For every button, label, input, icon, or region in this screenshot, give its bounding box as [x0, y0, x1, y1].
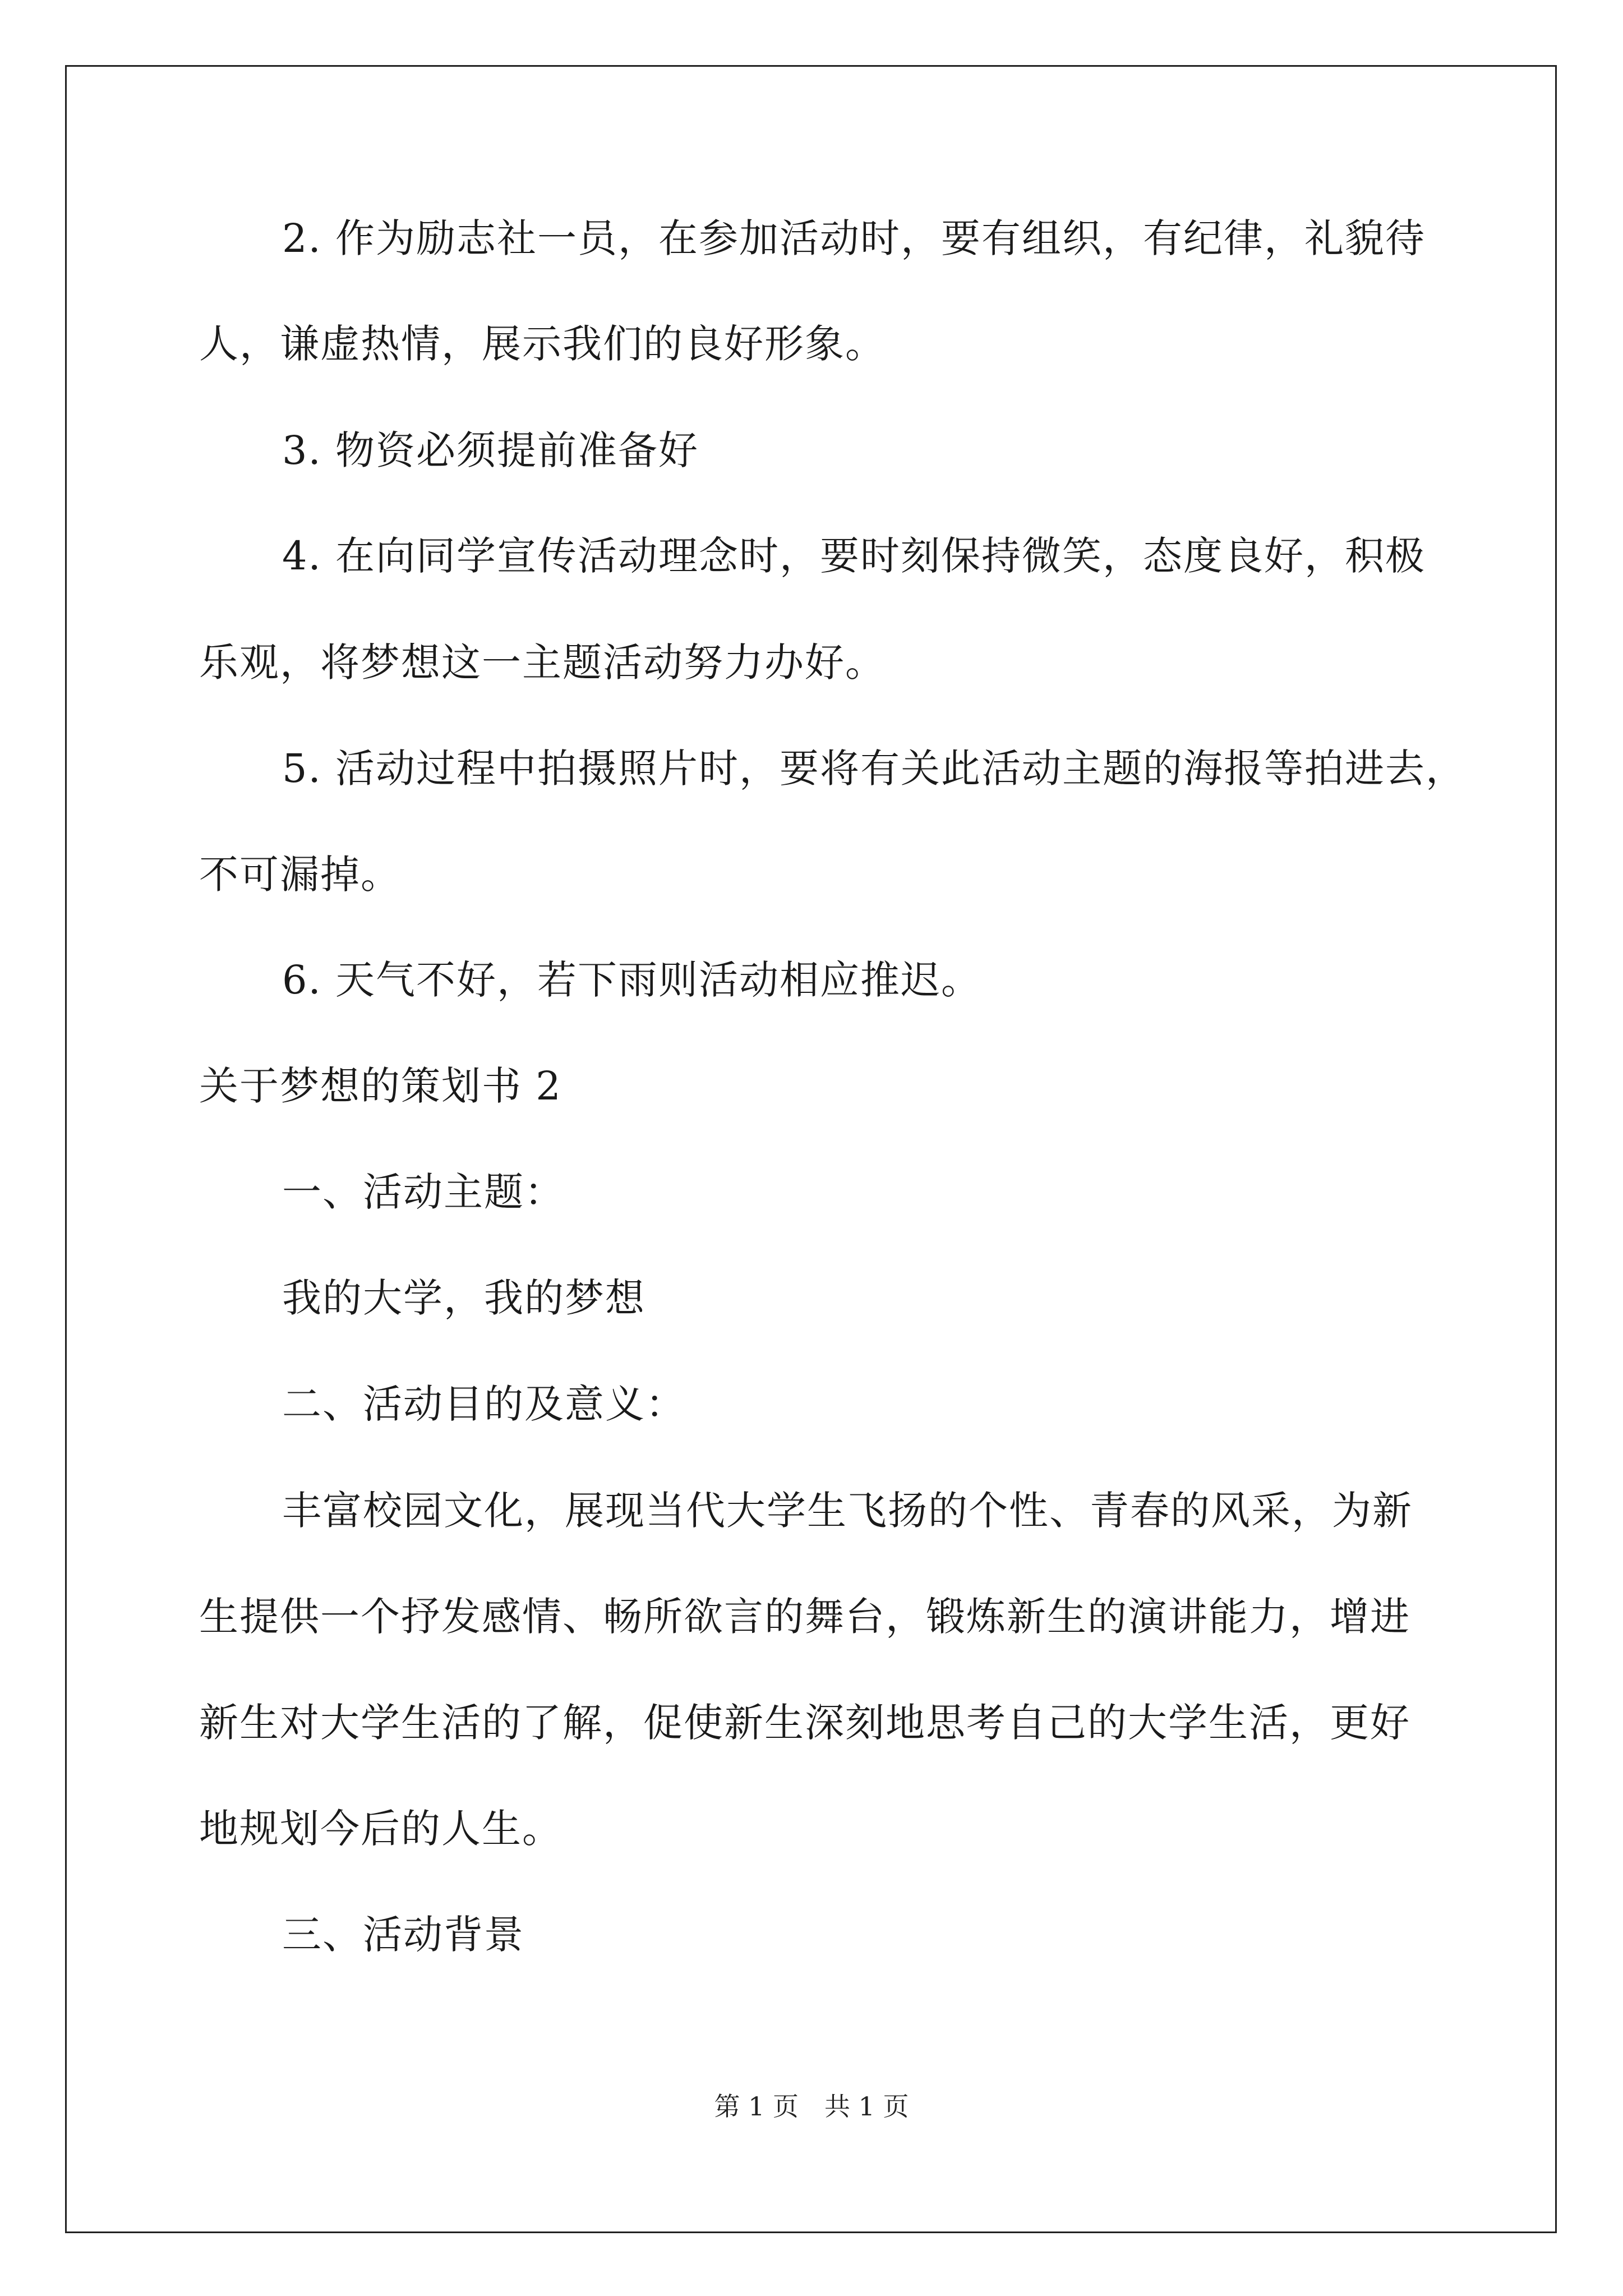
paragraph-line: 2. 作为励志社一员，在参加活动时，要有组织，有纪律，礼貌待	[282, 215, 1426, 261]
paragraph-line: 乐观，将梦想这一主题活动努力办好。	[199, 639, 886, 685]
section-heading: 二、活动目的及意义：	[282, 1381, 686, 1427]
paragraph-line: 5. 活动过程中拍摄照片时，要将有关此活动主题的海报等拍进去，	[282, 746, 1467, 792]
section-heading: 一、活动主题：	[282, 1169, 565, 1215]
paragraph-line: 4. 在向同学宣传活动理念时，要时刻保持微笑，态度良好，积极	[282, 533, 1426, 579]
page-frame	[65, 65, 1557, 2233]
paragraph-line: 3. 物资必须提前准备好	[282, 427, 699, 473]
paragraph-line: 生提供一个抒发感情、畅所欲言的舞台，锻炼新生的演讲能力，增进	[199, 1594, 1410, 1640]
page-number-footer: 第 1 页 共 1 页	[714, 2091, 909, 2122]
paragraph-line: 6. 天气不好，若下雨则活动相应推迟。	[282, 957, 982, 1003]
paragraph-line: 我的大学，我的梦想	[282, 1275, 645, 1321]
section-title: 关于梦想的策划书 2	[199, 1063, 562, 1109]
paragraph-line: 人，谦虚热情，展示我们的良好形象。	[199, 321, 886, 367]
paragraph-line: 地规划今后的人生。	[199, 1806, 562, 1852]
paragraph-line: 不可漏掉。	[199, 852, 401, 898]
paragraph-line: 丰富校园文化，展现当代大学生飞扬的个性、青春的风采，为新	[282, 1488, 1413, 1534]
section-heading: 三、活动背景	[282, 1912, 524, 1958]
paragraph-line: 新生对大学生活的了解，促使新生深刻地思考自己的大学生活，更好	[199, 1700, 1410, 1746]
